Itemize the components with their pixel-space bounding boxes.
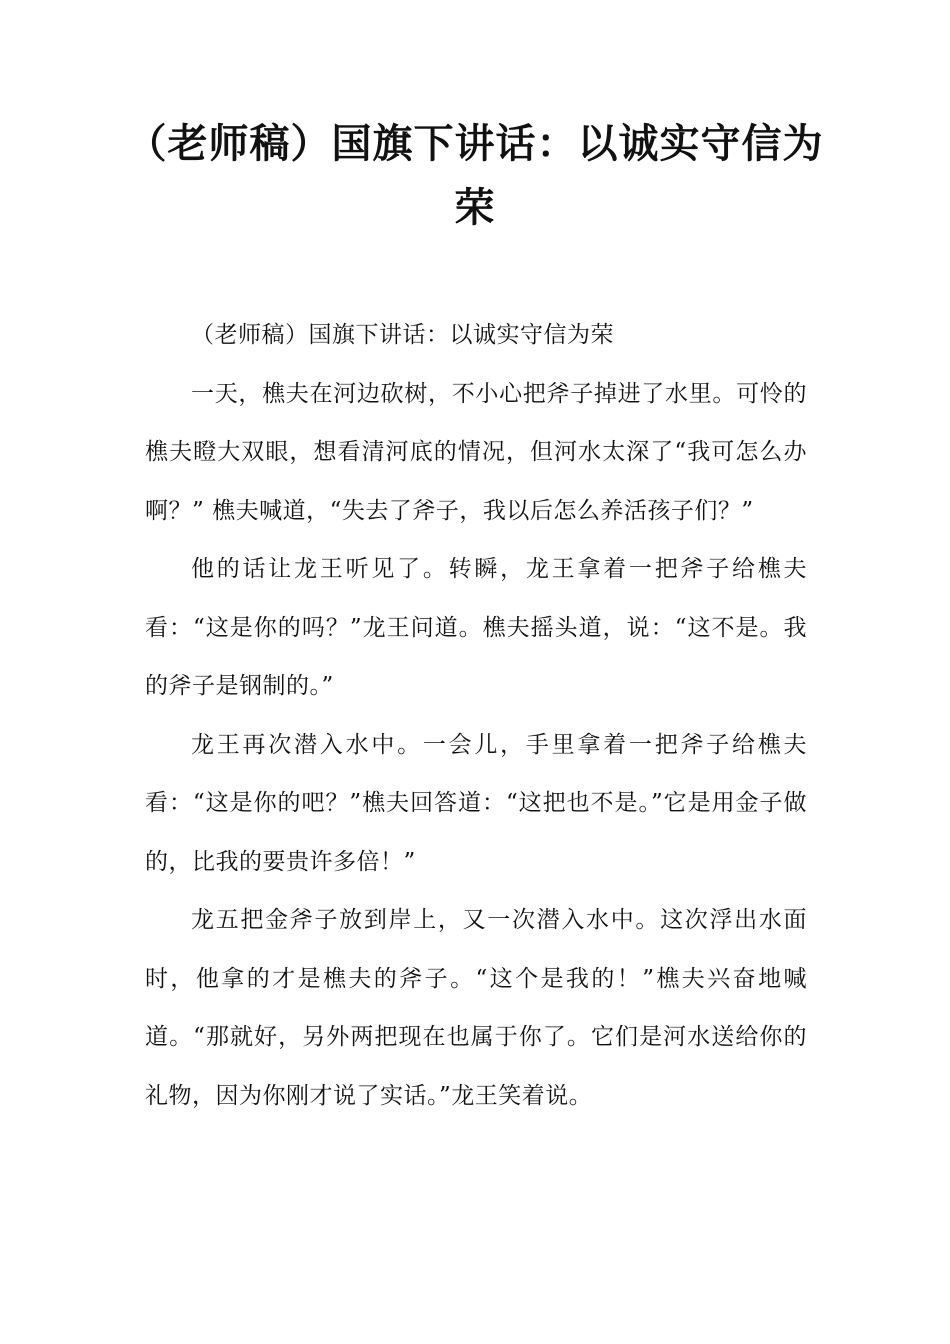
paragraph-1: 一天，樵夫在河边砍树，不小心把斧子掉进了水里。可怜的樵夫瞪大双眼，想看清河底的情况，但河水太深了“我可怎么办啊？” 樵夫喊道，“失去了斧子，我以后怎么养活孩子们？” [145, 380, 807, 524]
paragraph-3: 龙王再次潜入水中。一会儿，手里拿着一把斧子给樵夫看：“这是你的吧？”樵夫回答道：“这把也不是。”它是用金子做的，比我的要贵许多倍！” [145, 731, 807, 875]
document-body [145, 306, 807, 1125]
paragraph-subtitle: （老师稿）国旗下讲话：以诚实守信为荣 [191, 322, 614, 348]
paragraph-2: 他的话让龙王听见了。转瞬，龙王拿着一把斧子给樵夫看：“这是你的吗？”龙王问道。樵夫摇头道，说：“这不是。我的斧子是钢制的。” [145, 556, 807, 699]
paragraph-4: 龙五把金斧子放到岸上，又一次潜入水中。这次浮出水面时，他拿的才是樵夫的斧子。“这个是我的！”樵夫兴奋地喊道。“那就好，另外两把现在也属于你了。它们是河水送给你的礼物，因为你刚才说了实话。”龙王笑着说。 [145, 907, 807, 1109]
document-title: （老师稿）国旗下讲话：以诚实守信为荣 [126, 121, 824, 231]
